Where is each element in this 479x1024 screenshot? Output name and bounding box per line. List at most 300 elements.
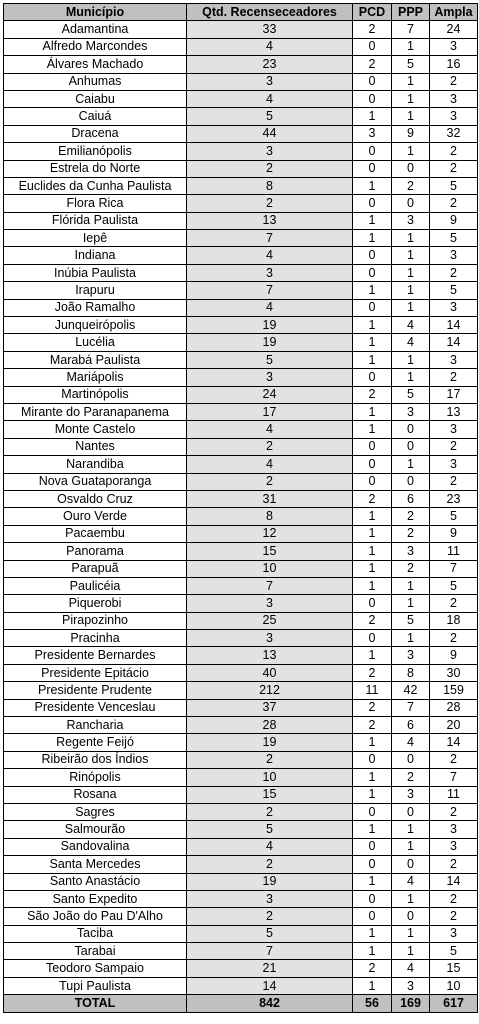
cell-qtd: 4	[187, 838, 353, 855]
cell-municipio: Paulicéia	[4, 577, 187, 594]
cell-qtd: 4	[187, 299, 353, 316]
cell-ampla: 2	[430, 473, 478, 490]
table-row	[4, 73, 478, 90]
cell-ppp: 1	[392, 595, 430, 612]
cell-ampla: 9	[430, 525, 478, 542]
cell-municipio: Sagres	[4, 803, 187, 820]
cell-ppp: 4	[392, 734, 430, 751]
table-footer	[4, 995, 478, 1012]
table-row	[4, 369, 478, 386]
cell-ampla: 2	[430, 908, 478, 925]
cell-pcd: 0	[353, 630, 392, 647]
cell-qtd: 3	[187, 630, 353, 647]
cell-municipio: Narandiba	[4, 456, 187, 473]
cell-pcd: 2	[353, 699, 392, 716]
cell-qtd: 14	[187, 977, 353, 994]
cell-ppp: 1	[392, 369, 430, 386]
table-row	[4, 543, 478, 560]
cell-municipio: Regente Feijó	[4, 734, 187, 751]
table-row	[4, 125, 478, 142]
cell-qtd: 5	[187, 925, 353, 942]
cell-ppp: 1	[392, 143, 430, 160]
cell-qtd: 37	[187, 699, 353, 716]
cell-municipio: Osvaldo Cruz	[4, 490, 187, 507]
cell-qtd: 19	[187, 873, 353, 890]
table-row	[4, 247, 478, 264]
cell-pcd: 1	[353, 230, 392, 247]
cell-qtd: 40	[187, 664, 353, 681]
cell-qtd: 15	[187, 543, 353, 560]
cell-pcd: 2	[353, 664, 392, 681]
cell-ampla: 3	[430, 351, 478, 368]
cell-ppp: 0	[392, 421, 430, 438]
cell-ppp: 3	[392, 212, 430, 229]
cell-ampla: 3	[430, 247, 478, 264]
cell-pcd: 1	[353, 525, 392, 542]
total-row	[4, 995, 478, 1012]
header-pcd: PCD	[353, 4, 392, 21]
cell-ppp: 0	[392, 856, 430, 873]
cell-municipio: Indiana	[4, 247, 187, 264]
cell-pcd: 2	[353, 56, 392, 73]
table-row	[4, 90, 478, 107]
cell-municipio: Irapuru	[4, 282, 187, 299]
cell-pcd: 0	[353, 38, 392, 55]
cell-qtd: 5	[187, 108, 353, 125]
cell-qtd: 5	[187, 821, 353, 838]
cell-qtd: 8	[187, 508, 353, 525]
cell-ampla: 14	[430, 317, 478, 334]
cell-ampla: 3	[430, 108, 478, 125]
cell-municipio: Presidente Epitácio	[4, 664, 187, 681]
cell-municipio: Nantes	[4, 438, 187, 455]
cell-municipio: Estrela do Norte	[4, 160, 187, 177]
cell-municipio: Panorama	[4, 543, 187, 560]
cell-ppp: 0	[392, 908, 430, 925]
cell-pcd: 0	[353, 264, 392, 281]
cell-pcd: 1	[353, 177, 392, 194]
cell-ppp: 1	[392, 351, 430, 368]
cell-ampla: 2	[430, 73, 478, 90]
cell-municipio: Pracinha	[4, 630, 187, 647]
header-qtd-recenseadores: Qtd. Recenseceadores	[187, 4, 353, 21]
cell-qtd: 13	[187, 647, 353, 664]
table-row	[4, 769, 478, 786]
cell-municipio: Martinópolis	[4, 386, 187, 403]
table-row	[4, 421, 478, 438]
cell-ppp: 1	[392, 73, 430, 90]
cell-ppp: 5	[392, 56, 430, 73]
cell-pcd: 0	[353, 90, 392, 107]
table-row	[4, 21, 478, 38]
cell-ppp: 0	[392, 195, 430, 212]
table-row	[4, 282, 478, 299]
cell-ampla: 28	[430, 699, 478, 716]
cell-qtd: 8	[187, 177, 353, 194]
cell-municipio: Junqueirópolis	[4, 317, 187, 334]
table-row	[4, 212, 478, 229]
table-row	[4, 403, 478, 420]
cell-ppp: 3	[392, 977, 430, 994]
cell-qtd: 2	[187, 438, 353, 455]
cell-pcd: 1	[353, 282, 392, 299]
cell-municipio: Emilianópolis	[4, 143, 187, 160]
total-ppp: 169	[392, 995, 430, 1012]
cell-ppp: 3	[392, 647, 430, 664]
cell-qtd: 4	[187, 90, 353, 107]
table-row	[4, 873, 478, 890]
cell-ampla: 3	[430, 38, 478, 55]
cell-pcd: 0	[353, 143, 392, 160]
cell-municipio: Anhumas	[4, 73, 187, 90]
cell-pcd: 0	[353, 473, 392, 490]
cell-qtd: 2	[187, 473, 353, 490]
cell-pcd: 1	[353, 943, 392, 960]
table-row	[4, 595, 478, 612]
cell-qtd: 2	[187, 908, 353, 925]
cell-ampla: 3	[430, 838, 478, 855]
cell-qtd: 24	[187, 386, 353, 403]
cell-ampla: 18	[430, 612, 478, 629]
cell-ampla: 2	[430, 595, 478, 612]
total-label: TOTAL	[4, 995, 187, 1012]
cell-municipio: Mirante do Paranapanema	[4, 403, 187, 420]
cell-ampla: 2	[430, 890, 478, 907]
cell-ampla: 2	[430, 143, 478, 160]
cell-qtd: 2	[187, 751, 353, 768]
cell-ampla: 3	[430, 421, 478, 438]
table-row	[4, 560, 478, 577]
cell-municipio: Caiuá	[4, 108, 187, 125]
cell-pcd: 11	[353, 682, 392, 699]
table-row	[4, 299, 478, 316]
cell-pcd: 1	[353, 334, 392, 351]
cell-qtd: 7	[187, 577, 353, 594]
cell-qtd: 7	[187, 230, 353, 247]
cell-qtd: 19	[187, 334, 353, 351]
cell-ampla: 5	[430, 577, 478, 594]
cell-pcd: 2	[353, 960, 392, 977]
cell-ppp: 6	[392, 717, 430, 734]
cell-qtd: 4	[187, 38, 353, 55]
table-row	[4, 473, 478, 490]
cell-ampla: 11	[430, 543, 478, 560]
table-row	[4, 664, 478, 681]
table-row	[4, 717, 478, 734]
cell-qtd: 3	[187, 369, 353, 386]
cell-qtd: 25	[187, 612, 353, 629]
cell-ampla: 23	[430, 490, 478, 507]
cell-ppp: 9	[392, 125, 430, 142]
cell-ampla: 2	[430, 195, 478, 212]
cell-qtd: 7	[187, 282, 353, 299]
cell-qtd: 19	[187, 734, 353, 751]
cell-pcd: 2	[353, 490, 392, 507]
table-row	[4, 38, 478, 55]
cell-qtd: 3	[187, 595, 353, 612]
cell-pcd: 2	[353, 612, 392, 629]
cell-pcd: 1	[353, 421, 392, 438]
cell-municipio: Taciba	[4, 925, 187, 942]
table-row	[4, 264, 478, 281]
cell-ampla: 10	[430, 977, 478, 994]
cell-ppp: 3	[392, 543, 430, 560]
table-row	[4, 890, 478, 907]
table-row	[4, 647, 478, 664]
cell-qtd: 2	[187, 803, 353, 820]
cell-qtd: 33	[187, 21, 353, 38]
cell-ampla: 159	[430, 682, 478, 699]
cell-ampla: 14	[430, 334, 478, 351]
cell-ppp: 1	[392, 577, 430, 594]
cell-pcd: 0	[353, 595, 392, 612]
cell-ppp: 7	[392, 21, 430, 38]
header-row	[4, 4, 478, 21]
cell-municipio: Marabá Paulista	[4, 351, 187, 368]
cell-pcd: 1	[353, 317, 392, 334]
cell-municipio: Monte Castelo	[4, 421, 187, 438]
table-row	[4, 160, 478, 177]
cell-pcd: 2	[353, 386, 392, 403]
table-row	[4, 177, 478, 194]
cell-ampla: 9	[430, 647, 478, 664]
table-row	[4, 943, 478, 960]
cell-ppp: 2	[392, 177, 430, 194]
cell-qtd: 3	[187, 264, 353, 281]
cell-ampla: 7	[430, 769, 478, 786]
cell-ppp: 1	[392, 282, 430, 299]
cell-pcd: 0	[353, 803, 392, 820]
cell-qtd: 13	[187, 212, 353, 229]
cell-municipio: Flora Rica	[4, 195, 187, 212]
cell-ppp: 2	[392, 525, 430, 542]
cell-municipio: Tupi Paulista	[4, 977, 187, 994]
cell-ampla: 5	[430, 230, 478, 247]
table-row	[4, 977, 478, 994]
cell-ppp: 6	[392, 490, 430, 507]
cell-ppp: 0	[392, 438, 430, 455]
cell-ampla: 3	[430, 821, 478, 838]
table-row	[4, 108, 478, 125]
table-row	[4, 908, 478, 925]
cell-ppp: 4	[392, 317, 430, 334]
table-row	[4, 612, 478, 629]
cell-municipio: Santo Anastácio	[4, 873, 187, 890]
table-row	[4, 960, 478, 977]
total-ampla: 617	[430, 995, 478, 1012]
cell-qtd: 4	[187, 421, 353, 438]
cell-municipio: Pacaembu	[4, 525, 187, 542]
table-row	[4, 317, 478, 334]
cell-ppp: 1	[392, 264, 430, 281]
cell-ampla: 2	[430, 803, 478, 820]
cell-municipio: Mariápolis	[4, 369, 187, 386]
cell-qtd: 10	[187, 769, 353, 786]
cell-municipio: Iepê	[4, 230, 187, 247]
cell-pcd: 1	[353, 212, 392, 229]
cell-municipio: Santa Mercedes	[4, 856, 187, 873]
cell-ppp: 1	[392, 90, 430, 107]
table-row	[4, 786, 478, 803]
cell-municipio: Euclides da Cunha Paulista	[4, 177, 187, 194]
cell-ampla: 2	[430, 751, 478, 768]
cell-ampla: 3	[430, 90, 478, 107]
cell-pcd: 1	[353, 734, 392, 751]
cell-municipio: Flórida Paulista	[4, 212, 187, 229]
cell-ampla: 2	[430, 438, 478, 455]
header-municipio: Município	[4, 4, 187, 21]
table-row	[4, 734, 478, 751]
cell-ampla: 5	[430, 177, 478, 194]
cell-ppp: 0	[392, 160, 430, 177]
cell-ampla: 13	[430, 403, 478, 420]
cell-pcd: 1	[353, 786, 392, 803]
cell-pcd: 0	[353, 856, 392, 873]
table-row	[4, 803, 478, 820]
cell-ppp: 3	[392, 403, 430, 420]
cell-pcd: 1	[353, 977, 392, 994]
cell-pcd: 1	[353, 560, 392, 577]
cell-ampla: 9	[430, 212, 478, 229]
cell-ppp: 1	[392, 890, 430, 907]
cell-qtd: 31	[187, 490, 353, 507]
cell-ppp: 2	[392, 560, 430, 577]
cell-pcd: 0	[353, 908, 392, 925]
cell-municipio: Sandovalina	[4, 838, 187, 855]
cell-ampla: 2	[430, 856, 478, 873]
table-row	[4, 456, 478, 473]
cell-ppp: 1	[392, 247, 430, 264]
cell-municipio: Parapuã	[4, 560, 187, 577]
table-row	[4, 630, 478, 647]
cell-qtd: 3	[187, 73, 353, 90]
cell-ampla: 16	[430, 56, 478, 73]
cell-ppp: 1	[392, 630, 430, 647]
cell-qtd: 3	[187, 143, 353, 160]
cell-qtd: 19	[187, 317, 353, 334]
table-row	[4, 56, 478, 73]
cell-municipio: Presidente Venceslau	[4, 699, 187, 716]
cell-ampla: 2	[430, 160, 478, 177]
table-row	[4, 838, 478, 855]
cell-ampla: 17	[430, 386, 478, 403]
cell-municipio: Pirapozinho	[4, 612, 187, 629]
cell-ppp: 4	[392, 873, 430, 890]
cell-pcd: 1	[353, 769, 392, 786]
cell-qtd: 21	[187, 960, 353, 977]
cell-qtd: 23	[187, 56, 353, 73]
table-row	[4, 821, 478, 838]
table-row	[4, 143, 478, 160]
cell-municipio: Caiabu	[4, 90, 187, 107]
cell-pcd: 1	[353, 403, 392, 420]
cell-ampla: 32	[430, 125, 478, 142]
cell-ppp: 2	[392, 508, 430, 525]
cell-municipio: Santo Expedito	[4, 890, 187, 907]
cell-municipio: Presidente Prudente	[4, 682, 187, 699]
cell-pcd: 0	[353, 438, 392, 455]
cell-pcd: 1	[353, 577, 392, 594]
cell-qtd: 28	[187, 717, 353, 734]
cell-pcd: 3	[353, 125, 392, 142]
cell-municipio: Ouro Verde	[4, 508, 187, 525]
cell-pcd: 1	[353, 508, 392, 525]
cell-ampla: 15	[430, 960, 478, 977]
cell-ampla: 30	[430, 664, 478, 681]
cell-municipio: Lucélia	[4, 334, 187, 351]
cell-qtd: 7	[187, 943, 353, 960]
cell-ampla: 2	[430, 630, 478, 647]
cell-qtd: 2	[187, 856, 353, 873]
table-row	[4, 925, 478, 942]
cell-ppp: 1	[392, 925, 430, 942]
cell-ppp: 8	[392, 664, 430, 681]
cell-ppp: 4	[392, 334, 430, 351]
table-row	[4, 334, 478, 351]
table-row	[4, 230, 478, 247]
cell-ampla: 14	[430, 734, 478, 751]
cell-ampla: 5	[430, 943, 478, 960]
cell-pcd: 1	[353, 873, 392, 890]
cell-municipio: Piquerobi	[4, 595, 187, 612]
cell-pcd: 0	[353, 838, 392, 855]
total-pcd: 56	[353, 995, 392, 1012]
cell-ampla: 3	[430, 925, 478, 942]
cell-qtd: 15	[187, 786, 353, 803]
cell-municipio: Dracena	[4, 125, 187, 142]
table-row	[4, 195, 478, 212]
table-row	[4, 577, 478, 594]
cell-ampla: 11	[430, 786, 478, 803]
cell-ppp: 1	[392, 821, 430, 838]
cell-municipio: Tarabai	[4, 943, 187, 960]
cell-pcd: 1	[353, 925, 392, 942]
table-row	[4, 490, 478, 507]
cell-ampla: 5	[430, 282, 478, 299]
cell-municipio: Álvares Machado	[4, 56, 187, 73]
cell-pcd: 1	[353, 108, 392, 125]
cell-pcd: 0	[353, 369, 392, 386]
cell-ppp: 1	[392, 299, 430, 316]
cell-pcd: 1	[353, 543, 392, 560]
cell-ppp: 1	[392, 838, 430, 855]
cell-ppp: 5	[392, 386, 430, 403]
census-table	[3, 3, 478, 1013]
cell-municipio: Salmourão	[4, 821, 187, 838]
cell-municipio: Rinópolis	[4, 769, 187, 786]
table-row	[4, 682, 478, 699]
table-row	[4, 525, 478, 542]
cell-ppp: 1	[392, 108, 430, 125]
cell-ppp: 42	[392, 682, 430, 699]
header-ppp: PPP	[392, 4, 430, 21]
cell-qtd: 212	[187, 682, 353, 699]
cell-ppp: 1	[392, 943, 430, 960]
cell-ppp: 2	[392, 769, 430, 786]
cell-ampla: 5	[430, 508, 478, 525]
cell-pcd: 1	[353, 351, 392, 368]
table-body	[4, 21, 478, 995]
cell-ppp: 0	[392, 473, 430, 490]
cell-qtd: 5	[187, 351, 353, 368]
cell-pcd: 0	[353, 195, 392, 212]
table-row	[4, 386, 478, 403]
cell-pcd: 0	[353, 73, 392, 90]
cell-pcd: 0	[353, 890, 392, 907]
cell-ppp: 1	[392, 456, 430, 473]
cell-pcd: 2	[353, 21, 392, 38]
cell-municipio: João Ramalho	[4, 299, 187, 316]
